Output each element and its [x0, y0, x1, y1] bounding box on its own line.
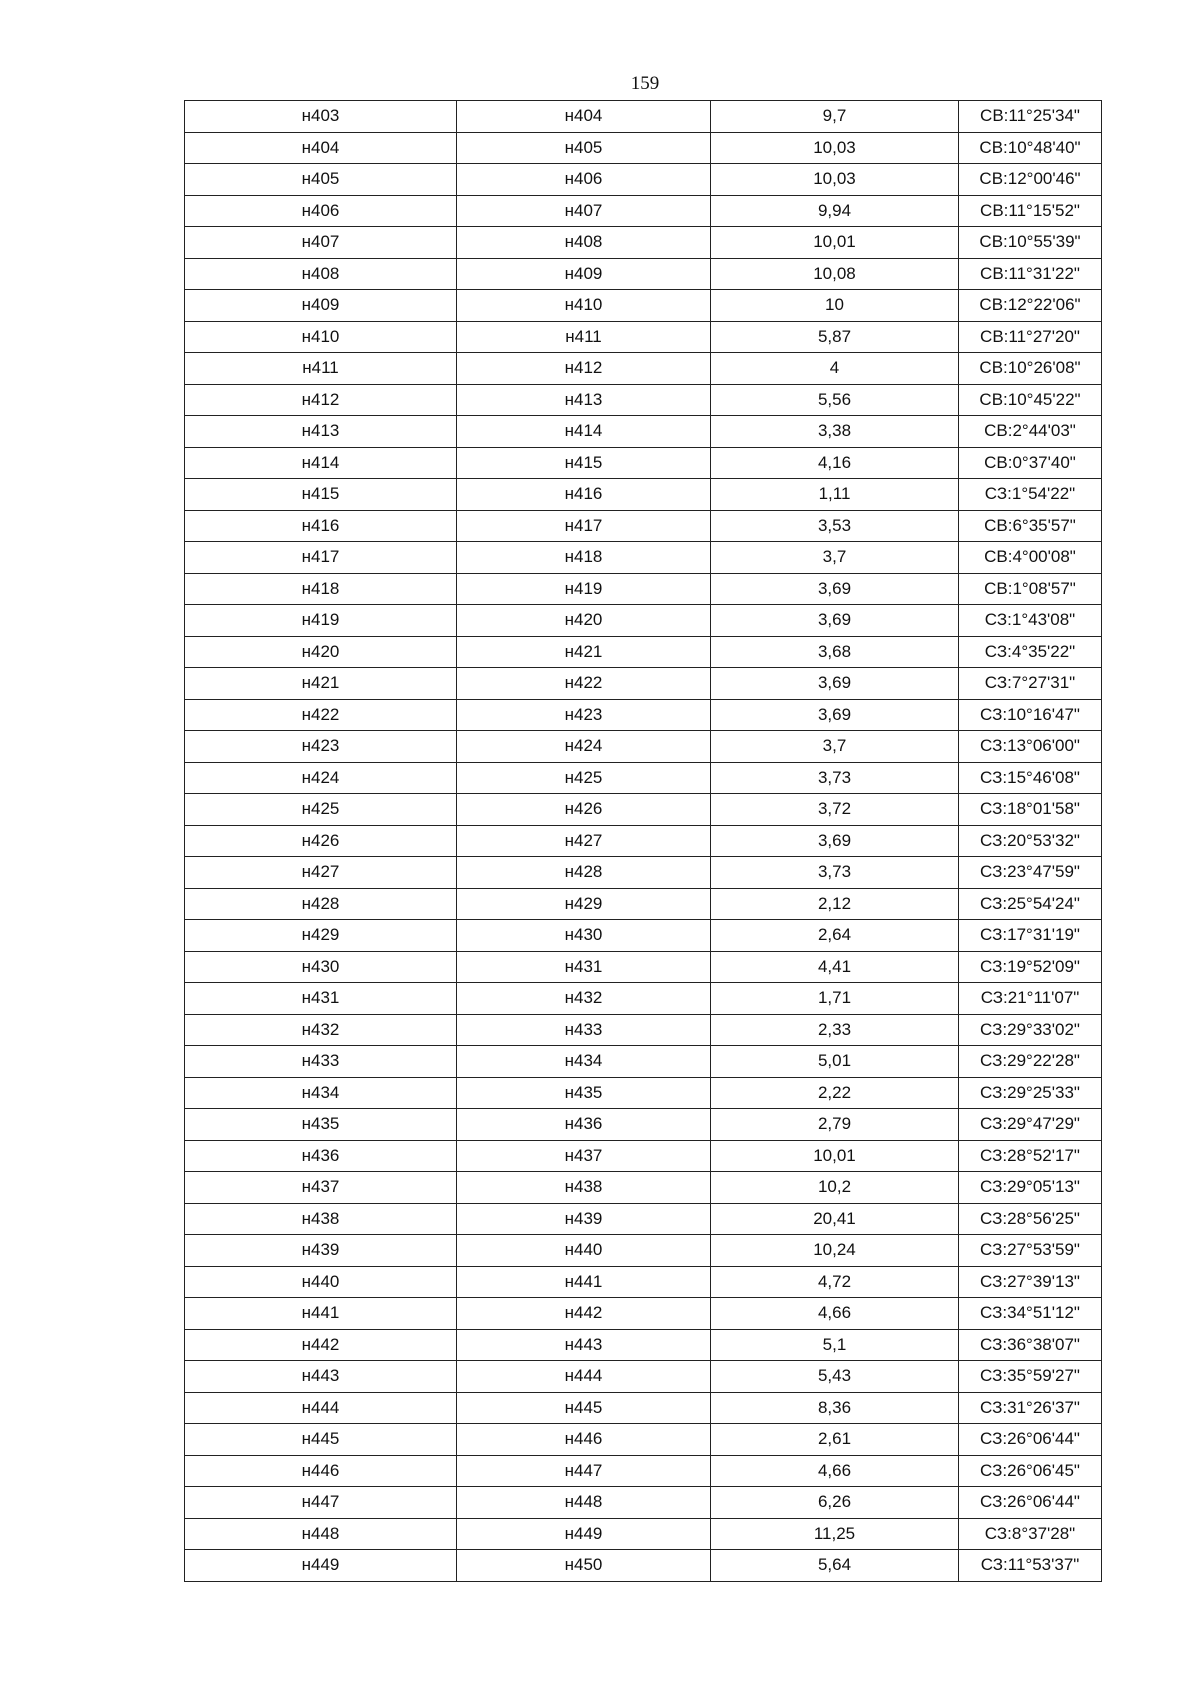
to-point-cell: н411 — [457, 321, 711, 353]
length-cell: 4,72 — [711, 1266, 959, 1298]
length-cell: 4 — [711, 353, 959, 385]
to-point-cell: н448 — [457, 1487, 711, 1519]
table-row — [185, 384, 1102, 416]
length-cell: 5,43 — [711, 1361, 959, 1393]
bearing-cell: СЗ:26°06'44" — [959, 1424, 1102, 1456]
from-point-cell: н430 — [185, 951, 457, 983]
to-point-cell: н450 — [457, 1550, 711, 1582]
from-point-cell: н447 — [185, 1487, 457, 1519]
length-cell: 10,01 — [711, 1140, 959, 1172]
table-row — [185, 1487, 1102, 1519]
to-point-cell: н436 — [457, 1109, 711, 1141]
table-row — [185, 1298, 1102, 1330]
to-point-cell: н427 — [457, 825, 711, 857]
bearing-cell: СЗ:26°06'44" — [959, 1487, 1102, 1519]
to-point-cell: н424 — [457, 731, 711, 763]
bearing-cell: СЗ:28°52'17" — [959, 1140, 1102, 1172]
bearing-cell: СЗ:23°47'59" — [959, 857, 1102, 889]
bearing-cell: СЗ:27°39'13" — [959, 1266, 1102, 1298]
table-row — [185, 1518, 1102, 1550]
table-row — [185, 1361, 1102, 1393]
from-point-cell: н437 — [185, 1172, 457, 1204]
from-point-cell: н413 — [185, 416, 457, 448]
length-cell: 11,25 — [711, 1518, 959, 1550]
table-row — [185, 479, 1102, 511]
bearing-cell: СЗ:8°37'28" — [959, 1518, 1102, 1550]
table-row — [185, 1266, 1102, 1298]
from-point-cell: н443 — [185, 1361, 457, 1393]
from-point-cell: н411 — [185, 353, 457, 385]
bearing-cell: СВ:2°44'03" — [959, 416, 1102, 448]
bearing-cell: СЗ:34°51'12" — [959, 1298, 1102, 1330]
table-row — [185, 1109, 1102, 1141]
length-cell: 1,11 — [711, 479, 959, 511]
bearing-cell: СЗ:20°53'32" — [959, 825, 1102, 857]
bearing-cell: СЗ:1°54'22" — [959, 479, 1102, 511]
table-row — [185, 1046, 1102, 1078]
length-cell: 3,73 — [711, 857, 959, 889]
bearing-cell: СВ:10°55'39" — [959, 227, 1102, 259]
table-row — [185, 1203, 1102, 1235]
bearing-cell: СЗ:11°53'37" — [959, 1550, 1102, 1582]
bearing-cell: СВ:12°22'06" — [959, 290, 1102, 322]
length-cell: 10,03 — [711, 132, 959, 164]
length-cell: 3,69 — [711, 573, 959, 605]
to-point-cell: н408 — [457, 227, 711, 259]
bearing-cell: СЗ:29°33'02" — [959, 1014, 1102, 1046]
from-point-cell: н446 — [185, 1455, 457, 1487]
bearing-cell: СЗ:21°11'07" — [959, 983, 1102, 1015]
bearing-cell: СЗ:27°53'59" — [959, 1235, 1102, 1267]
table-row — [185, 1392, 1102, 1424]
from-point-cell: н410 — [185, 321, 457, 353]
bearing-cell: СЗ:29°05'13" — [959, 1172, 1102, 1204]
table-row — [185, 447, 1102, 479]
to-point-cell: н447 — [457, 1455, 711, 1487]
to-point-cell: н423 — [457, 699, 711, 731]
to-point-cell: н431 — [457, 951, 711, 983]
length-cell: 2,64 — [711, 920, 959, 952]
length-cell: 8,36 — [711, 1392, 959, 1424]
from-point-cell: н435 — [185, 1109, 457, 1141]
from-point-cell: н406 — [185, 195, 457, 227]
bearing-cell: СВ:11°15'52" — [959, 195, 1102, 227]
to-point-cell: н412 — [457, 353, 711, 385]
to-point-cell: н409 — [457, 258, 711, 290]
to-point-cell: н425 — [457, 762, 711, 794]
table-row — [185, 605, 1102, 637]
from-point-cell: н426 — [185, 825, 457, 857]
to-point-cell: н439 — [457, 1203, 711, 1235]
table-row — [185, 290, 1102, 322]
to-point-cell: н429 — [457, 888, 711, 920]
length-cell: 3,68 — [711, 636, 959, 668]
length-cell: 2,61 — [711, 1424, 959, 1456]
from-point-cell: н442 — [185, 1329, 457, 1361]
to-point-cell: н433 — [457, 1014, 711, 1046]
length-cell: 10 — [711, 290, 959, 322]
bearing-cell: СЗ:7°27'31" — [959, 668, 1102, 700]
bearing-cell: СВ:11°27'20" — [959, 321, 1102, 353]
length-cell: 2,22 — [711, 1077, 959, 1109]
to-point-cell: н416 — [457, 479, 711, 511]
table-body — [185, 101, 1102, 1582]
length-cell: 3,69 — [711, 605, 959, 637]
table-row — [185, 1014, 1102, 1046]
from-point-cell: н408 — [185, 258, 457, 290]
to-point-cell: н421 — [457, 636, 711, 668]
bearing-cell: СЗ:26°06'45" — [959, 1455, 1102, 1487]
bearing-cell: СЗ:35°59'27" — [959, 1361, 1102, 1393]
table-row — [185, 825, 1102, 857]
length-cell: 5,87 — [711, 321, 959, 353]
table-row — [185, 132, 1102, 164]
from-point-cell: н434 — [185, 1077, 457, 1109]
bearing-cell: СЗ:36°38'07" — [959, 1329, 1102, 1361]
from-point-cell: н409 — [185, 290, 457, 322]
from-point-cell: н431 — [185, 983, 457, 1015]
table-row — [185, 164, 1102, 196]
table-row — [185, 1172, 1102, 1204]
from-point-cell: н407 — [185, 227, 457, 259]
bearing-cell: СВ:1°08'57" — [959, 573, 1102, 605]
to-point-cell: н440 — [457, 1235, 711, 1267]
to-point-cell: н446 — [457, 1424, 711, 1456]
table-row — [185, 1077, 1102, 1109]
from-point-cell: н416 — [185, 510, 457, 542]
to-point-cell: н426 — [457, 794, 711, 826]
table-row — [185, 762, 1102, 794]
bearing-cell: СЗ:18°01'58" — [959, 794, 1102, 826]
bearing-cell: СВ:12°00'46" — [959, 164, 1102, 196]
length-cell: 4,66 — [711, 1298, 959, 1330]
table-row — [185, 1455, 1102, 1487]
from-point-cell: н420 — [185, 636, 457, 668]
table-row — [185, 227, 1102, 259]
length-cell: 3,53 — [711, 510, 959, 542]
from-point-cell: н418 — [185, 573, 457, 605]
bearing-cell: СЗ:19°52'09" — [959, 951, 1102, 983]
to-point-cell: н415 — [457, 447, 711, 479]
from-point-cell: н419 — [185, 605, 457, 637]
bearing-cell: СЗ:31°26'37" — [959, 1392, 1102, 1424]
bearing-cell: СЗ:1°43'08" — [959, 605, 1102, 637]
from-point-cell: н427 — [185, 857, 457, 889]
length-cell: 10,24 — [711, 1235, 959, 1267]
bearing-cell: СВ:10°48'40" — [959, 132, 1102, 164]
to-point-cell: н443 — [457, 1329, 711, 1361]
to-point-cell: н406 — [457, 164, 711, 196]
bearing-cell: СЗ:25°54'24" — [959, 888, 1102, 920]
table-row — [185, 1424, 1102, 1456]
survey-table — [184, 100, 1102, 1582]
length-cell: 10,08 — [711, 258, 959, 290]
bearing-cell: СЗ:13°06'00" — [959, 731, 1102, 763]
table-row — [185, 258, 1102, 290]
to-point-cell: н404 — [457, 101, 711, 133]
from-point-cell: н424 — [185, 762, 457, 794]
table-row — [185, 353, 1102, 385]
to-point-cell: н405 — [457, 132, 711, 164]
to-point-cell: н430 — [457, 920, 711, 952]
table-row — [185, 542, 1102, 574]
table-row — [185, 416, 1102, 448]
table-row — [185, 983, 1102, 1015]
bearing-cell: СЗ:4°35'22" — [959, 636, 1102, 668]
length-cell: 9,7 — [711, 101, 959, 133]
from-point-cell: н444 — [185, 1392, 457, 1424]
length-cell: 6,26 — [711, 1487, 959, 1519]
length-cell: 20,41 — [711, 1203, 959, 1235]
to-point-cell: н419 — [457, 573, 711, 605]
bearing-cell: СЗ:29°25'33" — [959, 1077, 1102, 1109]
page-number: 159 — [630, 73, 660, 94]
length-cell: 3,7 — [711, 542, 959, 574]
length-cell: 2,79 — [711, 1109, 959, 1141]
length-cell: 3,38 — [711, 416, 959, 448]
from-point-cell: н421 — [185, 668, 457, 700]
table-row — [185, 920, 1102, 952]
bearing-cell: СВ:10°26'08" — [959, 353, 1102, 385]
bearing-cell: СЗ:29°22'28" — [959, 1046, 1102, 1078]
from-point-cell: н423 — [185, 731, 457, 763]
length-cell: 4,16 — [711, 447, 959, 479]
table-row — [185, 1235, 1102, 1267]
table-row — [185, 1140, 1102, 1172]
to-point-cell: н420 — [457, 605, 711, 637]
from-point-cell: н439 — [185, 1235, 457, 1267]
to-point-cell: н428 — [457, 857, 711, 889]
bearing-cell: СЗ:28°56'25" — [959, 1203, 1102, 1235]
length-cell: 2,12 — [711, 888, 959, 920]
to-point-cell: н434 — [457, 1046, 711, 1078]
bearing-cell: СВ:0°37'40" — [959, 447, 1102, 479]
bearing-cell: СВ:11°31'22" — [959, 258, 1102, 290]
length-cell: 5,56 — [711, 384, 959, 416]
to-point-cell: н442 — [457, 1298, 711, 1330]
table-row — [185, 101, 1102, 133]
from-point-cell: н428 — [185, 888, 457, 920]
bearing-cell: СЗ:17°31'19" — [959, 920, 1102, 952]
from-point-cell: н432 — [185, 1014, 457, 1046]
bearing-cell: СЗ:29°47'29" — [959, 1109, 1102, 1141]
to-point-cell: н414 — [457, 416, 711, 448]
length-cell: 3,69 — [711, 668, 959, 700]
to-point-cell: н449 — [457, 1518, 711, 1550]
from-point-cell: н433 — [185, 1046, 457, 1078]
table-row — [185, 857, 1102, 889]
table-row — [185, 794, 1102, 826]
table-row — [185, 510, 1102, 542]
from-point-cell: н438 — [185, 1203, 457, 1235]
from-point-cell: н403 — [185, 101, 457, 133]
from-point-cell: н415 — [185, 479, 457, 511]
bearing-cell: СВ:11°25'34" — [959, 101, 1102, 133]
to-point-cell: н422 — [457, 668, 711, 700]
bearing-cell: СВ:10°45'22" — [959, 384, 1102, 416]
to-point-cell: н413 — [457, 384, 711, 416]
to-point-cell: н438 — [457, 1172, 711, 1204]
to-point-cell: н445 — [457, 1392, 711, 1424]
to-point-cell: н437 — [457, 1140, 711, 1172]
table-row — [185, 573, 1102, 605]
table-row — [185, 668, 1102, 700]
from-point-cell: н445 — [185, 1424, 457, 1456]
table-row — [185, 699, 1102, 731]
to-point-cell: н432 — [457, 983, 711, 1015]
from-point-cell: н422 — [185, 699, 457, 731]
length-cell: 10,2 — [711, 1172, 959, 1204]
from-point-cell: н414 — [185, 447, 457, 479]
bearing-cell: СВ:4°00'08" — [959, 542, 1102, 574]
table-row — [185, 321, 1102, 353]
length-cell: 10,01 — [711, 227, 959, 259]
from-point-cell: н412 — [185, 384, 457, 416]
length-cell: 3,72 — [711, 794, 959, 826]
from-point-cell: н404 — [185, 132, 457, 164]
length-cell: 5,64 — [711, 1550, 959, 1582]
length-cell: 3,73 — [711, 762, 959, 794]
table-row — [185, 195, 1102, 227]
table-row — [185, 1550, 1102, 1582]
length-cell: 10,03 — [711, 164, 959, 196]
from-point-cell: н405 — [185, 164, 457, 196]
length-cell: 5,1 — [711, 1329, 959, 1361]
to-point-cell: н407 — [457, 195, 711, 227]
length-cell: 5,01 — [711, 1046, 959, 1078]
length-cell: 3,69 — [711, 825, 959, 857]
to-point-cell: н417 — [457, 510, 711, 542]
table-row — [185, 951, 1102, 983]
from-point-cell: н449 — [185, 1550, 457, 1582]
from-point-cell: н436 — [185, 1140, 457, 1172]
from-point-cell: н417 — [185, 542, 457, 574]
to-point-cell: н410 — [457, 290, 711, 322]
length-cell: 4,66 — [711, 1455, 959, 1487]
bearing-cell: СЗ:15°46'08" — [959, 762, 1102, 794]
bearing-cell: СВ:6°35'57" — [959, 510, 1102, 542]
table-row — [185, 888, 1102, 920]
from-point-cell: н448 — [185, 1518, 457, 1550]
length-cell: 2,33 — [711, 1014, 959, 1046]
from-point-cell: н440 — [185, 1266, 457, 1298]
bearing-cell: СЗ:10°16'47" — [959, 699, 1102, 731]
length-cell: 9,94 — [711, 195, 959, 227]
from-point-cell: н429 — [185, 920, 457, 952]
to-point-cell: н441 — [457, 1266, 711, 1298]
length-cell: 3,7 — [711, 731, 959, 763]
to-point-cell: н444 — [457, 1361, 711, 1393]
length-cell: 3,69 — [711, 699, 959, 731]
table-row — [185, 636, 1102, 668]
table-row — [185, 1329, 1102, 1361]
length-cell: 4,41 — [711, 951, 959, 983]
from-point-cell: н441 — [185, 1298, 457, 1330]
from-point-cell: н425 — [185, 794, 457, 826]
to-point-cell: н435 — [457, 1077, 711, 1109]
length-cell: 1,71 — [711, 983, 959, 1015]
to-point-cell: н418 — [457, 542, 711, 574]
table-row — [185, 731, 1102, 763]
